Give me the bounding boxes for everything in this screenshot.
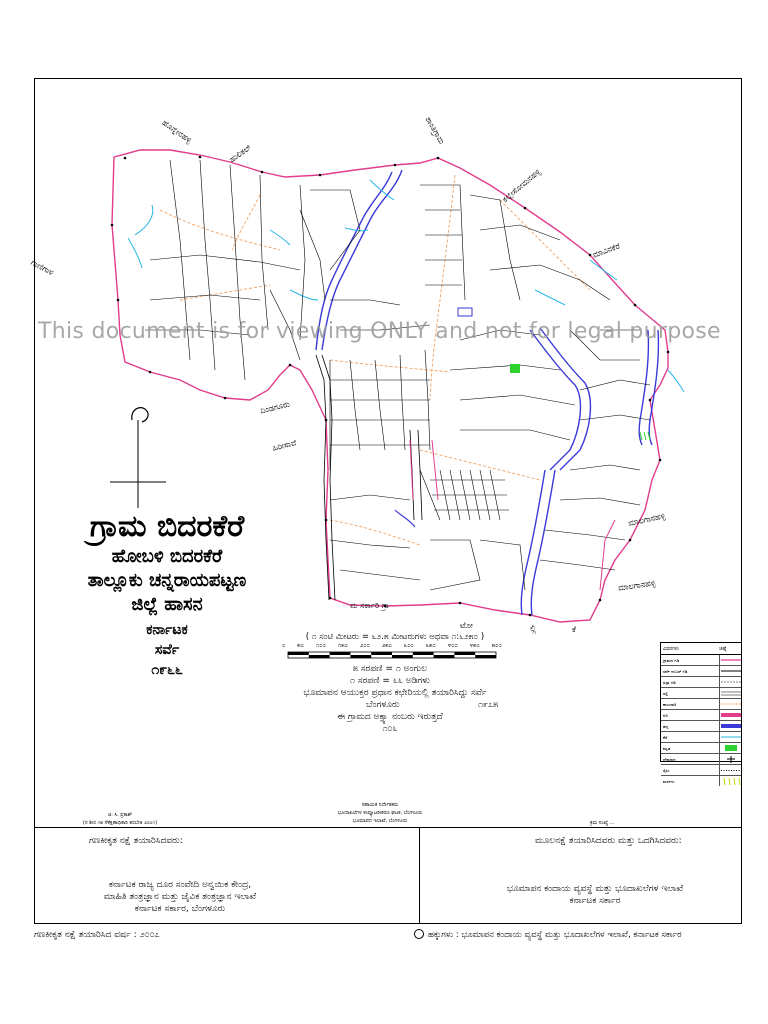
legend-label: ಕೆರೆ <box>663 734 668 740</box>
legend-row <box>661 677 741 688</box>
credits-right-line1: ಭೂಮಾಪನ ಕಂದಾಯ ವ್ಯವಸ್ಥೆ ಮತ್ತು ಭೂದಾಖಲೆಗಳ ಇಲಾಖೆ <box>506 884 684 894</box>
legend-label: ಕಾಲುದಾರಿ <box>663 701 677 707</box>
map-legend <box>660 642 742 784</box>
survey-year: ೧೯೬೬ <box>151 662 183 678</box>
copyright-circle-icon <box>414 929 424 939</box>
legend-label: ಗ್ರಾಮದ ಗಡಿ <box>663 657 680 663</box>
scale-tick: ೦ <box>282 642 286 649</box>
signature-left-designation: (ಸ ಶೀರ ೧೫ ಸೆಕೆಕ್ಷಣಾಧಿಕಾರಿ ತರಬೇತಿ ೨೦೦೧) <box>82 820 158 826</box>
legend-label: ದೇವಸ್ಥಾನ <box>663 756 676 762</box>
note-line-1: ೫ ಸರಪಣಿ = ೧ ಅಂಗುಲ <box>352 664 428 674</box>
credits-left-line3: ಕರ್ನಾಟಕ ಸರ್ಕಾರ, ಬೆಂಗಳೂರು <box>134 904 226 914</box>
legend-header-symbol: ಚಿಹ್ನೆ <box>719 645 727 652</box>
legend-symbol <box>719 754 741 764</box>
river-east-bank <box>531 470 555 615</box>
legend-symbol <box>719 721 741 731</box>
map-label-northeast1: ಕಲ್ಲೇಸೋಮನಹಳ್ಳಿ <box>500 167 543 204</box>
highlight-lines <box>410 440 615 590</box>
legend-symbol <box>719 732 741 742</box>
copyright-notice: ಹಕ್ಕುಗಳು : ಭೂಮಾಪನ ಕಂದಾಯ ವ್ಯವಸ್ಥೆ ಮತ್ತು ಭೂದಾಖಲೆಗಳ ಇಲಾಖೆ, ಕರ್ನಾಟಕ ಸರ್ಕಾರ <box>428 930 682 940</box>
serial-number-label: ಕ್ರಮ ಸಂಖ್ಯೆ ... <box>590 820 615 826</box>
scale-bar <box>288 652 496 658</box>
map-label-south1: ಮ ಸರ್ಕಾರಿ ಗ್ರಾ <box>350 601 390 610</box>
district-name: ಜಿಲ್ಲೆ ಹಾಸನ <box>131 594 203 615</box>
scale-tick: ೪೦೦ <box>447 642 458 649</box>
legend-symbol <box>719 765 741 775</box>
legend-row <box>661 754 741 765</box>
signature-center-office: ಭೂದಾಖಲೆಗಳ ಕಂಪ್ಯೂಟರೀಕರಣ ಘಟಕ, ಬೆಂಗಳೂರು <box>337 810 423 816</box>
blue-plot <box>458 308 472 316</box>
legend-row <box>661 721 741 732</box>
legend-row <box>661 688 741 699</box>
legend-symbol <box>719 655 741 665</box>
scale-text: ( ೧ ಸಂಟಿ ಮೀಟರು = ೬೨.೫ ಮೀಟರುಗಳು ಅಥವಾ ೧:೬೨೫೦ ) <box>305 632 485 642</box>
scale-tick: ೨೦೦ <box>359 642 370 649</box>
state-name: ಕರ್ನಾಟಕ <box>146 622 188 638</box>
scale-tick: ೩೫೦ <box>425 642 436 649</box>
credits-divider <box>419 828 420 924</box>
map-label-west2: ದಿಂಡಗೂರು <box>259 399 291 416</box>
scale-tick: ೧೦೦ <box>315 642 326 649</box>
main-roads <box>316 355 422 600</box>
legend-symbol <box>719 666 741 676</box>
map-label-south2: ಟೋ <box>460 621 473 630</box>
legend-row <box>661 655 741 666</box>
map-label-south3: ಲ್ಲಿ <box>530 624 537 633</box>
legend-symbol <box>719 677 741 687</box>
legend-label: ರೈಲು <box>663 767 670 773</box>
watermark-text: This document is for viewing ONLY and not for legal purpose <box>38 319 721 344</box>
map-label-north1: ಹೊನ್ನೇನಹಳ್ಳಿ <box>160 118 194 145</box>
legend-row <box>661 743 741 754</box>
river-far-east-bank <box>649 330 658 445</box>
legend-label: ಹಿಸ್ಸಾ ಗಡಿ <box>663 679 676 685</box>
taluk-name: ತಾಲ್ಲೂಕು ಚನ್ನರಾಯಪಟ್ಟಣ <box>87 570 247 591</box>
credits-left-line1: ಕರ್ನಾಟಕ ರಾಜ್ಯ ದೂರ ಸಂವೇದಿ ಅನ್ವಯಿಕ ಕೇಂದ್ರ, <box>108 880 252 890</box>
signature-left-name: ಜಿ. ಸಿ. ಪ್ರಕಾಶ್ <box>107 812 133 818</box>
legend-row <box>661 699 741 710</box>
map-label-west3: ಹಿರೀಸಾವೆ <box>271 438 298 453</box>
legend-label: ಮರಗಳು <box>663 778 675 784</box>
credits-left-line2: ಮಾಹಿತಿ ತಂತ್ರಜ್ಞಾನ ಮತ್ತು ಜೈವಿಕ ತಂತ್ರಜ್ಞಾನ ಇಲಾಖೆ <box>103 892 257 902</box>
note-line-4: ಬೆಂಗಳೂರು <box>366 700 400 710</box>
legend-symbol <box>719 776 741 786</box>
legend-symbol <box>719 710 741 720</box>
scale-tick: ೫೦೦ <box>491 642 502 649</box>
scale-ticks <box>282 642 502 650</box>
green-plot <box>510 364 520 373</box>
river-far-east <box>639 330 648 445</box>
legend-symbol <box>719 699 741 709</box>
signature-center-title: ಸಹಾಯಕ ನಿರ್ದೇಶಕರು <box>361 802 399 808</box>
legend-symbol <box>719 743 741 753</box>
legend-label: ಕಟ್ಟಡ <box>663 745 671 751</box>
note-line-2: ೧ ಸರಪಣಿ = ೬೬ ಅಡಿಗಳು <box>349 676 430 686</box>
map-label-east3: ಮಾಲಗಾನಹಳ್ಳಿ <box>617 578 657 593</box>
legend-header <box>661 643 741 655</box>
map-label-west1: ಗಾಣಿಗಾಳ <box>29 257 56 278</box>
legend-row <box>661 732 741 743</box>
tree-symbol <box>640 432 650 440</box>
river-northeast <box>530 330 580 470</box>
legend-row <box>661 666 741 677</box>
hobli-name: ಹೋಬಳಿ ಬಿದರಕೆರೆ <box>111 546 223 567</box>
scale-tick: ೪೫೦ <box>469 642 480 649</box>
scale-tick: ೧೫೦ <box>337 642 348 649</box>
map-label-north2: ಹುಲಿಕಲ್ <box>227 142 253 165</box>
map-label-northeast2: ಮಾವಿನಕೆರೆ <box>591 241 622 260</box>
north-arrow <box>110 408 166 508</box>
legend-label: ಹಳ್ಳ <box>663 723 669 729</box>
map-label-north3: ಶಾಂತಿಗ್ರಾಮ <box>423 115 447 146</box>
legend-row <box>661 776 741 786</box>
map-label-east2: ಮಾಲಗಾನಹಳ್ಳಿ <box>627 511 667 528</box>
note-line-6: ೧೦೬ <box>382 724 398 734</box>
legend-label: ಸರ್ವೆ ನಂಬರ್ ಗಡಿ <box>663 668 688 674</box>
village-name: ಗ್ರಾಮ ಬಿದರಕೆರೆ <box>89 509 245 544</box>
credits-panel <box>34 828 742 924</box>
map-title-block <box>52 510 282 680</box>
legend-row <box>661 765 741 776</box>
legend-label: ನದಿ <box>663 712 668 718</box>
survey-label: ಸರ್ವೆ <box>154 642 180 658</box>
legend-header-label: ವಿವರಗಳು <box>663 645 680 652</box>
note-year: ೧೯೭೫ <box>478 700 499 710</box>
note-line-3: ಭೂಮಾಪನ ಆಯುಕ್ತರ ಪ್ರಧಾನ ಕಛೇರಿಯಲ್ಲಿ ತಯಾರಿಸಿದ್ದು ಸರ್ವೆ <box>303 688 487 698</box>
credits-left-heading: ಗಣಕೀಕೃತ ನಕ್ಷೆ ತಯಾರಿಸಿದವರು: <box>89 836 183 846</box>
scale-tick: ೩೦೦ <box>403 642 414 649</box>
river-south <box>395 510 415 527</box>
map-label-south4: ಕೆ <box>572 625 576 634</box>
river-northeast-bank <box>540 328 590 470</box>
note-line-5: ಈ ಗ್ರಾಮದ ಅಕ್ಸ್ಯಾ ನಂಬರು ಇರುತ್ತದೆ <box>337 712 443 722</box>
credits-right-heading: ಮೂಲನಕ್ಷೆ ತಯಾರಿಸಿದವರು ಮತ್ತು ಒದಗಿಸಿದವರು: <box>535 836 682 846</box>
legend-label: ರಸ್ತೆ <box>663 690 668 696</box>
credits-right-line2: ಕರ್ನಾಟಕ ಸರ್ಕಾರ <box>569 896 621 906</box>
scale-tick: ೫೦ <box>297 642 304 649</box>
digitization-year: ಗಣಕೀಕೃತ ನಕ್ಷೆ ತಯಾರಿಸಿದ ವರ್ಷ : ೨೦೦೭ <box>34 930 160 940</box>
signature-center-dept: ಭೂಮಾಪನ ಇಲಾಖೆ, ಬೆಂಗಳೂರು <box>352 818 408 824</box>
legend-symbol <box>719 688 741 698</box>
scale-tick: ೨೫೦ <box>381 642 392 649</box>
legend-row <box>661 710 741 721</box>
